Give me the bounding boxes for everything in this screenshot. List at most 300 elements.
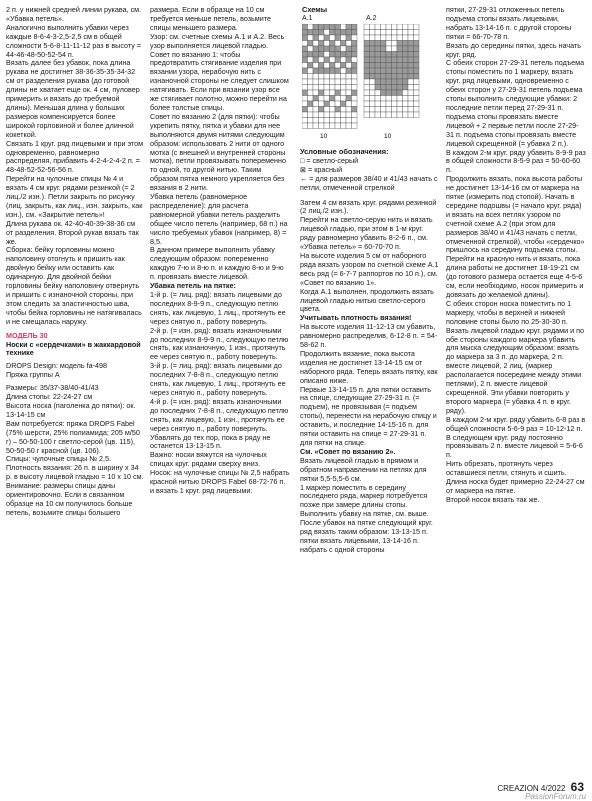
chart-cell: [335, 79, 341, 85]
chart-cell: [330, 63, 336, 69]
legend-header: Условные обозначения:: [300, 147, 389, 156]
chart-cell: [381, 112, 387, 118]
chart-cell: [403, 74, 409, 80]
chart-cell: [414, 101, 420, 107]
paragraph: 2 п. у нижней средней линии рукава, см. «Убавка петель».: [6, 5, 142, 23]
paragraph: Вам потребуется: пряжа DROPS Fabel (75% шерсти, 25% полиамида; 205 м/50 г) – 50-50-100 г светло-серой (цв. 115), 50-50-50 г красной (цв. 106).: [6, 418, 140, 455]
chart-cell: [386, 30, 392, 36]
chart-cell: [381, 74, 387, 80]
paragraph: Длина стопы: 22-24-27 см: [6, 392, 93, 402]
chart-cell: [330, 118, 336, 124]
paragraph: На высоте изделия 5 см от наборного ряда вязать узором по счетной схеме А.1 весь ряд (= 6-7-7 раппортов по 10 п.), см. «Совет по вязанию 1».: [300, 250, 439, 287]
chart-cell: [386, 74, 392, 80]
chart-cell: [341, 35, 347, 41]
chart-cell: [364, 35, 370, 41]
chart-cell: [352, 118, 358, 124]
chart-cell: [414, 46, 420, 52]
model-subtitle: Носки с «сердечками» в жаккардовой технике: [6, 339, 141, 358]
chart-cell: [375, 30, 381, 36]
chart-cell: [352, 112, 358, 118]
chart-cell: [352, 123, 358, 129]
chart-cell: [364, 74, 370, 80]
chart-cell: [346, 24, 352, 30]
chart-cell: [364, 63, 370, 69]
chart-cell: [308, 123, 314, 129]
chart-cell: [414, 79, 420, 85]
chart-cell: [397, 24, 403, 30]
chart-cell: [324, 30, 330, 36]
chart-cell: [397, 57, 403, 63]
chart-cell: [370, 24, 376, 30]
chart-cell: [381, 107, 387, 113]
chart-cell: [403, 90, 409, 96]
chart-cell: [375, 101, 381, 107]
chart-cell: [330, 35, 336, 41]
chart-cell: [341, 96, 347, 102]
chart-cell: [335, 57, 341, 63]
chart-cell: [330, 24, 336, 30]
chart-cell: [302, 107, 308, 113]
chart-cell: [319, 63, 325, 69]
chart-cell: [381, 24, 387, 30]
chart-cell: [403, 41, 409, 47]
chart-cell: [330, 101, 336, 107]
chart-cell: [308, 52, 314, 58]
chart-cell: [408, 85, 414, 91]
chart-cell: [346, 101, 352, 107]
site-watermark: PassionForum.ru: [525, 792, 586, 801]
chart-cell: [313, 96, 319, 102]
chart-cell: [324, 85, 330, 91]
paragraph: Сборка: бейку горловины можно наполовину отогнуть и пришить как двойную бейку или оставить как одинарную. Для двойной бейки горловины бейку наполовину отвернуть и пришить с изнаночной стороны, при этом следить за эластичностью шва, чтобы бейка горловины не натягивалась и не смещалась наружу.: [6, 245, 142, 326]
chart-cell: [408, 52, 414, 58]
chart-cell: [346, 35, 352, 41]
chart-cell: [352, 57, 358, 63]
chart-cell: [324, 41, 330, 47]
legend-item-light: □ = светло-серый: [300, 155, 359, 165]
chart-cell: [302, 41, 308, 47]
chart-cell: [346, 96, 352, 102]
chart-cell: [330, 41, 336, 47]
chart-cell: [313, 52, 319, 58]
chart-cell: [346, 52, 352, 58]
chart-cell: [308, 85, 314, 91]
chart-cell: [364, 96, 370, 102]
chart-cell: [403, 79, 409, 85]
chart-cell: [313, 85, 319, 91]
paragraph: Аналогично выполнить убавки через каждые 8-6-4-3-2,5-2,5 см в общей сложности 5-6-8-11-11-12 раз в высоту = 44-46-48-50-52-54 п.: [6, 22, 142, 59]
paragraph: С обеих сторон носка поместить по 1 маркеру, чтобы в верхней и нижней половине стопы было по 25-30-30 п. Вязать лицевой гладью круг. рядами и по обе стороны каждого маркера убавить для мыска следующим образом: вязать до маркера за 3 п. до маркера, 2 п. вместе лицевой, 2 лиц. (маркер располагается посередине между этими петлями), 2 п. вместе лицевой скрещенной. Эти убавки повторить у второго маркера (= убавка 4 п. в круг. ряду).: [446, 298, 584, 415]
chart-cell: [386, 68, 392, 74]
paragraph: С обеих сторон 27-29-31 петель подъема стопы поместить по 1 маркеру, вязать круг. ряд лицевыми, одновременно с обеих сторон у 27-29-31 петель подъема стопы выполнить следующие убавки: 2 последние петли перед 27-29-31 п. подъема стопы провязать вместе лицевой + 2 первые петли после 27-29-31 п. подъема стопы провязать вместе лицевой скрещенной (= убавка 2 п.).: [446, 58, 585, 148]
paragraph: пятки, 27-29-31 отложенных петель подъема стопы вязать лицевыми, набрать 13-14-16 п. с другой стороны пятки = 66-70-78 п.: [446, 5, 572, 41]
paragraph: Вязать до середины пятки, здесь начать круг. ряд.: [446, 40, 582, 59]
chart-cell: [375, 79, 381, 85]
chart-cell: [313, 41, 319, 47]
paragraph: В каждом 2-м круг. ряду убавить 8-9-9 раз в общей сложности 8-5-9 раз = 50-60-60 п.: [446, 147, 586, 175]
chart-cell: [308, 74, 314, 80]
chart-cell: [330, 85, 336, 91]
chart-cell: [364, 46, 370, 52]
chart-cell: [319, 24, 325, 30]
chart-cell: [364, 90, 370, 96]
chart-cell: [392, 90, 398, 96]
chart-cell: [397, 112, 403, 118]
chart-cell: [370, 74, 376, 80]
chart-cell: [330, 68, 336, 74]
chart-cell: [324, 112, 330, 118]
chart-cell: [403, 52, 409, 58]
chart-cell: [319, 107, 325, 113]
chart-cell: [403, 24, 409, 30]
paragraph: Продолжить вязать, пока высота работы не достигнет 13-14-16 см от маркера на пятке (измерить под стопой). Начать в середине подошвы (= начало круг. ряда) и вязать на всех петлях узором по счетной схеме А.2 (при этом для размеров 38/40 и 41/43 начать с петли, отмеченной стрелкой), чтобы «сердечко» пришлось на середину подъема стопы.: [446, 174, 585, 255]
chart-cell: [335, 123, 341, 129]
chart-cell: [313, 68, 319, 74]
charts-title: Схемы: [302, 5, 328, 14]
chart-cell: [381, 96, 387, 102]
chart-cell: [352, 24, 358, 30]
chart-cell: [370, 52, 376, 58]
chart-cell: [397, 52, 403, 58]
chart-cell: [341, 90, 347, 96]
chart-cell: [313, 79, 319, 85]
chart-cell: [408, 68, 414, 74]
chart-cell: [319, 30, 325, 36]
chart-cell: [397, 35, 403, 41]
chart-cell: [381, 30, 387, 36]
chart-cell: [313, 112, 319, 118]
chart-cell: [324, 118, 330, 124]
chart-cell: [319, 123, 325, 129]
chart-cell: [408, 41, 414, 47]
chart-cell: [403, 46, 409, 52]
chart-cell: [341, 41, 347, 47]
paragraph: Плотность вязания: 26 п. в ширину x 34 р. в высоту лицевой гладью = 10 x 10 см.: [6, 463, 144, 482]
chart-cell: [308, 96, 314, 102]
chart-cell: [319, 101, 325, 107]
paragraph: 1-й р. (= лиц. ряд): вязать лицевыми до последних 8-9-9 п., следующую петлю снять, как лицевую, 1 лиц., протянуть ее через снятую п., работу повернуть.: [150, 290, 286, 326]
chart-cell: [319, 118, 325, 124]
chart-cell: [319, 112, 325, 118]
chart-cell: [308, 79, 314, 85]
chart-cell: [381, 46, 387, 52]
chart-cell: [375, 85, 381, 91]
chart-cell: [408, 96, 414, 102]
paragraph: Длина носка будет примерно 22-24-27 см от маркера на пятке.: [446, 477, 585, 495]
chart-cell: [414, 30, 420, 36]
chart-cell: [330, 46, 336, 52]
paragraph: В каждом 2-м круг. ряду убавить 6-8 раз в общей сложности 5-6-9 раз = 10-12-12 п.: [446, 414, 586, 433]
chart-cell: [414, 85, 420, 91]
chart-cell: [408, 46, 414, 52]
chart-cell: [330, 107, 336, 113]
chart-cell: [324, 123, 330, 129]
paragraph: Совет по вязанию 1: чтобы предотвратить стягивание изделия при вязании узора, нерабочую нить с изнаночной стороны не следует слишком натягивать. Если при вязании узор все же стягивает полотно, можно перейти на более толстые спицы.: [150, 49, 289, 112]
chart-cell: [341, 74, 347, 80]
chart-cell: [370, 101, 376, 107]
chart-cell: [381, 85, 387, 91]
chart-cell: [375, 74, 381, 80]
chart-cell: [403, 107, 409, 113]
chart-cell: [308, 90, 314, 96]
chart-cell: [324, 63, 330, 69]
chart-cell: [313, 90, 319, 96]
chart-cell: [324, 101, 330, 107]
paragraph: Важно: носки вяжутся на чулочных спицах круг. рядами сверху вниз.: [150, 450, 267, 469]
chart-cell: [352, 68, 358, 74]
legend-item-arrow: ← = для размеров 38/40 и 41/43 начать с петли, отмеченной стрелкой: [300, 173, 438, 192]
chart-cell: [381, 52, 387, 58]
chart-cell: [346, 68, 352, 74]
chart-cell: [308, 101, 314, 107]
chart-cell: [392, 57, 398, 63]
chart-cell: [319, 74, 325, 80]
chart-cell: [370, 57, 376, 63]
pattern-charts: [300, 6, 440, 144]
legend: [300, 148, 440, 193]
paragraph: 4-й р. (= изн. ряд): вязать изнаночными до последних 7-8-8 п., следующую петлю снять, как лицевую, 1 изн., протянуть ее через снятую п., работу повернуть.: [150, 396, 289, 433]
chart-cell: [352, 35, 358, 41]
chart-cell: [381, 41, 387, 47]
chart-cell: [397, 96, 403, 102]
paragraph: В следующем круг. ряду постоянно провязывать 2 п. вместе лицевой = 5-6-6 п.: [446, 432, 583, 460]
chart-cell: [313, 63, 319, 69]
chart-cell: [408, 90, 414, 96]
chart-cell: [302, 74, 308, 80]
chart-cell: [364, 41, 370, 47]
chart-cell: [352, 79, 358, 85]
chart-cell: [319, 79, 325, 85]
paragraph: 1 маркер поместить в середину последнего ряда, маркер потребуется позже при замере длины стопы. Выполнить убавку на пятке, см. выше.: [300, 482, 429, 519]
chart-cell: [392, 52, 398, 58]
chart-cell: [364, 79, 370, 85]
chart-cell: [335, 68, 341, 74]
chart-cell: [414, 90, 420, 96]
chart-cell: [313, 57, 319, 63]
chart-cell: [302, 79, 308, 85]
chart-cell: [346, 41, 352, 47]
chart-cell: [392, 30, 398, 36]
chart-cell: [302, 101, 308, 107]
chart-cell: [397, 101, 403, 107]
chart-a1-count: 10: [320, 133, 328, 140]
chart-cell: [324, 68, 330, 74]
chart-cell: [330, 74, 336, 80]
chart-cell: [386, 46, 392, 52]
chart-cell: [302, 24, 308, 30]
chart-cell: [381, 35, 387, 41]
chart-cell: [302, 30, 308, 36]
chart-cell: [324, 52, 330, 58]
chart-cell: [308, 30, 314, 36]
paragraph: Носок: на чулочные спицы № 2,5 набрать красной нитью DROPS Fabel 68-72-76 п. и вязать 1 круг. ряд лицевыми.: [150, 468, 290, 495]
chart-cell: [319, 90, 325, 96]
chart-cell: [341, 101, 347, 107]
chart-cell: [414, 41, 420, 47]
chart-cell: [308, 35, 314, 41]
paragraph: Продолжить вязание, пока высота изделия не достигнет 13-14-15 см от наборного ряда. Теперь вязать пятку, как описано ниже.: [300, 348, 438, 385]
chart-cell: [414, 96, 420, 102]
paragraph: Первые 13-14-15 п. для пятки оставить на спице, следующие 27-29-31 п. (= подъем), не провязывая (= подъем стопы), перенести на нерабочую спицу и оставить, и последние 14-15-16 п. для пятки оставить на спице = 27-29-31 п. для пятки на спице.: [300, 384, 437, 447]
chart-cell: [319, 57, 325, 63]
chart-cell: [397, 63, 403, 69]
chart-cell: [330, 30, 336, 36]
chart-cell: [392, 112, 398, 118]
chart-cell: [386, 41, 392, 47]
chart-cell: [403, 85, 409, 91]
chart-cell: [341, 24, 347, 30]
chart-cell: [381, 79, 387, 85]
chart-cell: [414, 68, 420, 74]
chart-cell: [308, 46, 314, 52]
chart-cell: [335, 85, 341, 91]
paragraph: Совет по вязанию 2 (для пятки): чтобы укрепить пятку, пятка и убавки для нее выполняются двумя нитями следующим образом: использовать 2 нити от одного мотка (с внешней и внутренней стороны мотка), петли провязывать попеременно то одной, то другой нитью. Таким образом пятка немного укрепляется без вязания в 2 нити.: [150, 111, 286, 193]
chart-cell: [397, 85, 403, 91]
chart-cell: [386, 107, 392, 113]
chart-cell: [330, 79, 336, 85]
chart-cell: [319, 46, 325, 52]
chart-cell: [375, 112, 381, 118]
chart-cell: [330, 52, 336, 58]
chart-cell: [346, 118, 352, 124]
chart-cell: [308, 107, 314, 113]
chart-cell: [364, 101, 370, 107]
chart-cell: [408, 30, 414, 36]
chart-cell: [414, 35, 420, 41]
chart-cell: [370, 96, 376, 102]
chart-cell: [302, 68, 308, 74]
chart-cell: [375, 63, 381, 69]
paragraph: Убавка петель (равномерное распределение): для расчета равномерной убавки петель разделить общее число петель (например, 68 п.) на число требуемых убавок (например, 8) = 8,5.: [150, 192, 288, 246]
section-heading: Убавка петель на пятке:: [150, 281, 236, 291]
chart-cell: [386, 52, 392, 58]
chart-cell: [319, 35, 325, 41]
chart-cell: [392, 79, 398, 85]
chart-cell: [364, 30, 370, 36]
chart-cell: [346, 30, 352, 36]
chart-cell: [392, 41, 398, 47]
model-title: МОДЕЛЬ 30: [6, 330, 48, 340]
chart-cell: [335, 41, 341, 47]
chart-cell: [302, 52, 308, 58]
page-number: 63: [570, 780, 584, 794]
chart-cell: [386, 24, 392, 30]
chart-cell: [370, 85, 376, 91]
magazine-issue: CREAZION 4/2022: [497, 784, 566, 793]
chart-cell: [375, 41, 381, 47]
chart-cell: [370, 107, 376, 113]
chart-cell: [408, 101, 414, 107]
chart-cell: [392, 24, 398, 30]
chart-cell: [335, 63, 341, 69]
chart-cell: [352, 96, 358, 102]
chart-cell: [386, 90, 392, 96]
chart-cell: [324, 74, 330, 80]
chart-cell: [408, 35, 414, 41]
chart-cell: [324, 24, 330, 30]
chart-cell: [352, 101, 358, 107]
chart-cell: [375, 52, 381, 58]
chart-cell: [370, 35, 376, 41]
chart-cell: [335, 118, 341, 124]
chart-cell: [414, 112, 420, 118]
text-column-3: [300, 6, 440, 555]
chart-cell: [370, 68, 376, 74]
chart-cell: [352, 85, 358, 91]
chart-cell: [370, 79, 376, 85]
chart-cell: [375, 35, 381, 41]
chart-cell: [341, 57, 347, 63]
chart-cell: [335, 96, 341, 102]
chart-cell: [414, 107, 420, 113]
paragraph: Связать 1 круг. ряд лицевыми и при этом одновременно, равномерно распределяя, прибавить 4-2-4-2-4-2 п. = 48-48-52-52-56-56 п.: [6, 138, 144, 175]
chart-cell: [302, 63, 308, 69]
chart-cell: [392, 101, 398, 107]
chart-cell: [386, 101, 392, 107]
chart-cell: [381, 68, 387, 74]
chart-cell: [397, 46, 403, 52]
chart-cell: [375, 107, 381, 113]
chart-cell: [346, 57, 352, 63]
paragraph: Второй носок вязать так же.: [446, 494, 540, 504]
chart-cell: [302, 35, 308, 41]
chart-cell: [375, 90, 381, 96]
chart-cell: [302, 46, 308, 52]
paragraph: В данном примере выполнить убавку следующим образом: попеременно каждую 7-ю и 8-ю п. и каждую 8-ю и 9-ю п. провязать вместе лицевой.: [150, 245, 284, 282]
paragraph: Внимание: размеры спицы даны ориентировочно. Если в связанном образце на 10 см получилось больше петель, возьмите спицы большего: [6, 481, 133, 517]
chart-cell: [364, 107, 370, 113]
chart-cell: [346, 63, 352, 69]
chart-cell: [364, 85, 370, 91]
paragraph: 2-й р. (= изн. ряд): вязать изнаночными до последних 8-9-9 п., следующую петлю снять, как изнаночную, 1 изн., протянуть ее через снятую п., работу повернуть.: [150, 325, 289, 362]
chart-cell: [397, 107, 403, 113]
chart-cell: [364, 24, 370, 30]
chart-cell: [392, 35, 398, 41]
chart-cell: [346, 112, 352, 118]
chart-cell: [408, 63, 414, 69]
chart-cell: [335, 74, 341, 80]
chart-cell: [414, 57, 420, 63]
paragraph: Высота носка (паголенка до пятки): ок. 13-14-15 см: [6, 400, 136, 419]
chart-cell: [335, 46, 341, 52]
chart-cell: [308, 57, 314, 63]
chart-cell: [302, 57, 308, 63]
chart-cell: [313, 30, 319, 36]
chart-cell: [370, 30, 376, 36]
chart-cell: [330, 57, 336, 63]
chart-cell: [319, 68, 325, 74]
chart-cell: [341, 63, 347, 69]
chart-cell: [330, 123, 336, 129]
chart-cell: [370, 46, 376, 52]
chart-cell: [341, 79, 347, 85]
chart-cell: [397, 41, 403, 47]
paragraph: Узор: см. счетные схемы А.1 и А.2. Весь узор выполняется лицевой гладью.: [150, 31, 285, 50]
pattern-chart-grid: [302, 24, 442, 142]
chart-cell: [397, 68, 403, 74]
chart-cell: [414, 74, 420, 80]
paragraph: На высоте изделия 11-12-13 см убавить, равномерно распределив, 6-12-8 п. = 54-58-62 п.: [300, 322, 438, 350]
chart-cell: [414, 24, 420, 30]
chart-cell: [352, 107, 358, 113]
chart-cell: [335, 30, 341, 36]
chart-cell: [335, 107, 341, 113]
paragraph: Вязать лицевой гладью в прямом и обратном направлении на петлях для пятки 5,5-5,5-6 см.: [300, 455, 427, 483]
chart-cell: [370, 63, 376, 69]
chart-cell: [403, 57, 409, 63]
chart-cell: [302, 96, 308, 102]
chart-cell: [392, 46, 398, 52]
